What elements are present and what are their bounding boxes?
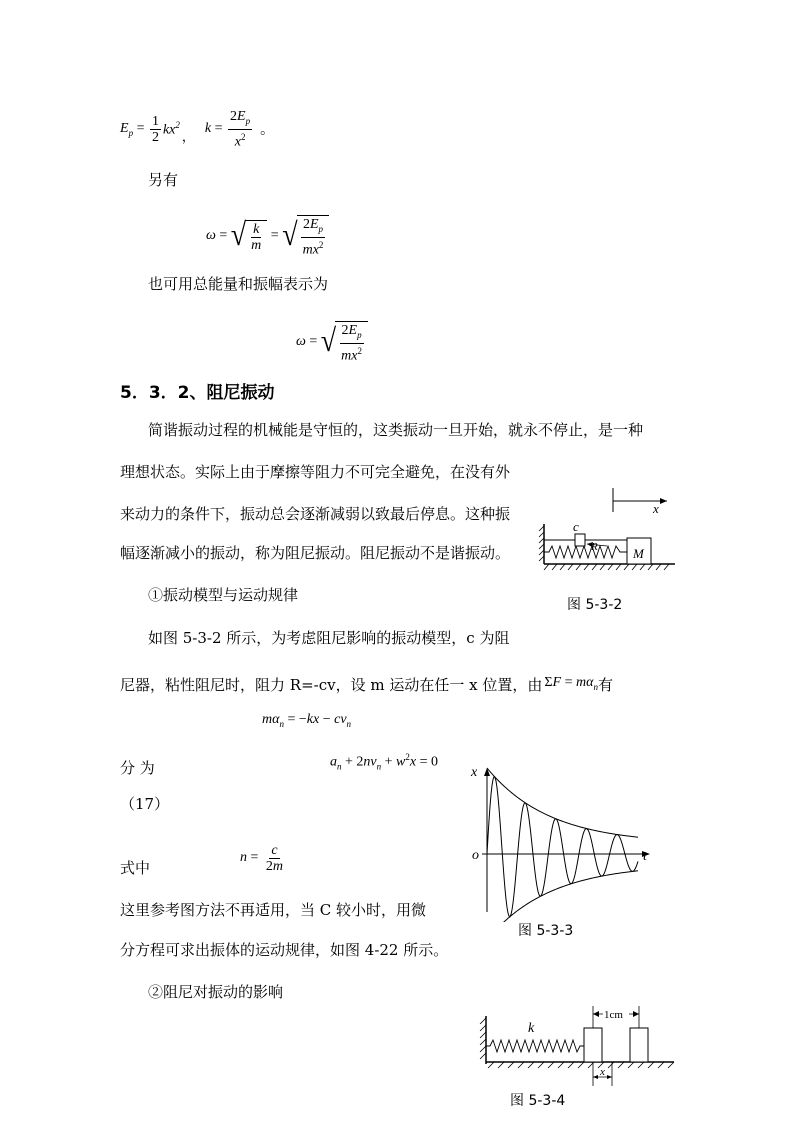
text-lingyou: 另有: [148, 171, 179, 189]
figure-5-3-3: [462, 752, 662, 922]
formula-omega: ω = √ $\frac{k}{m}$ = √ $\frac{2E_p}{mx^2}$: [206, 212, 329, 260]
fig533-envelope-bottom: [487, 871, 638, 922]
paragraph-3-line-2: 分方程可求出振体的运动规律，如图 4-22 所示。: [120, 941, 449, 959]
formula-differential: $a_n + 2nv_n + w^2x = 0$: [330, 752, 438, 772]
text-total-energy: 也可用总能量和振幅表示为: [148, 275, 329, 293]
fig534-spring: [486, 1040, 584, 1052]
text-shi-zhong: 式中: [120, 859, 151, 877]
paragraph-2-line-2-text: 尼器，粘性阻尼时，阻力 R=-cv，设 m 运动在任一 x 位置，由: [120, 675, 543, 694]
section-heading: 5．3．2、阻尼振动: [120, 383, 275, 403]
paragraph-1-line-2: 理想状态。实际上由于摩擦等阻力不可完全避免，在没有外: [120, 463, 511, 481]
figure-5-3-2: [535, 486, 680, 578]
fig532-damper-cylinder: [575, 534, 585, 546]
fig533-oscillation-curve: [487, 777, 638, 917]
fig532-x-arrow: [660, 498, 667, 504]
fig533-label-o: o: [472, 848, 479, 863]
paragraph-1-line-4: 幅逐渐减小的振动，称为阻尼振动。阻尼振动不是谐振动。: [120, 544, 511, 562]
fig533-label-t: t: [643, 849, 647, 864]
equation-number: （17）: [120, 795, 170, 813]
formula-omega-2: ω = √ $\frac{2E_p}{mx^2}$: [296, 318, 368, 366]
fig532-label-R: R: [591, 541, 598, 553]
paragraph-3-line-1: 这里参考图方法不再适用，当 C 较小时，用微: [120, 901, 427, 919]
fig534-label-k: k: [528, 1021, 535, 1036]
fig534-label-x: x: [600, 1066, 605, 1078]
figure-5-3-4: [462, 1000, 682, 1092]
fig533-caption: 图 5-3-3: [518, 923, 574, 939]
paragraph-2-line-1: 如图 5-3-2 所示，为考虑阻尼影响的振动模型，c 为阻: [148, 629, 510, 647]
text-fen-wei: 分 为: [120, 759, 155, 777]
paragraph-1-line-3: 来动力的条件下，振动总会逐渐减弱以致最后停息。这种振: [120, 505, 511, 523]
fig532-spring: [544, 546, 627, 558]
fig533-envelope-top: [487, 768, 638, 837]
fig534-label-1cm: 1cm: [604, 1009, 623, 1021]
fig532-label-M: M: [633, 546, 644, 561]
fig533-label-x: x: [471, 765, 478, 780]
paragraph-2-line-2: [120, 673, 613, 697]
paragraph-1-line-1: 简谐振动过程的机械能是守恒的，这类振动一旦开始，就永不停止，是一种: [148, 421, 644, 439]
fig532-label-x: x: [653, 501, 659, 516]
fig534-mass-position-1: [584, 1028, 602, 1062]
fig532-caption: 图 5-3-2: [567, 597, 623, 613]
item-1: ①振动模型与运动规律: [148, 586, 299, 604]
fig534-mass-position-2: [630, 1028, 648, 1062]
fig532-label-c: c: [573, 519, 579, 534]
formula-ep-k: $E_p$ = $\frac{1}{2}$ $kx^2$ ， k = $\frac{2E_p}{x^2}$ 。: [120, 108, 275, 150]
item-2: ②阻尼对振动的影响: [148, 983, 284, 1001]
formula-sum-force: $\Sigma F = m\alpha_n$: [544, 675, 598, 692]
paragraph-2-line-2-end: 有: [597, 675, 613, 694]
formula-n: n = $\frac{c}{2m}$: [240, 842, 284, 874]
fig534-caption: 图 5-3-4: [510, 1093, 566, 1109]
formula-motion: $m\alpha_n = -kx - cv_n$: [262, 712, 352, 729]
